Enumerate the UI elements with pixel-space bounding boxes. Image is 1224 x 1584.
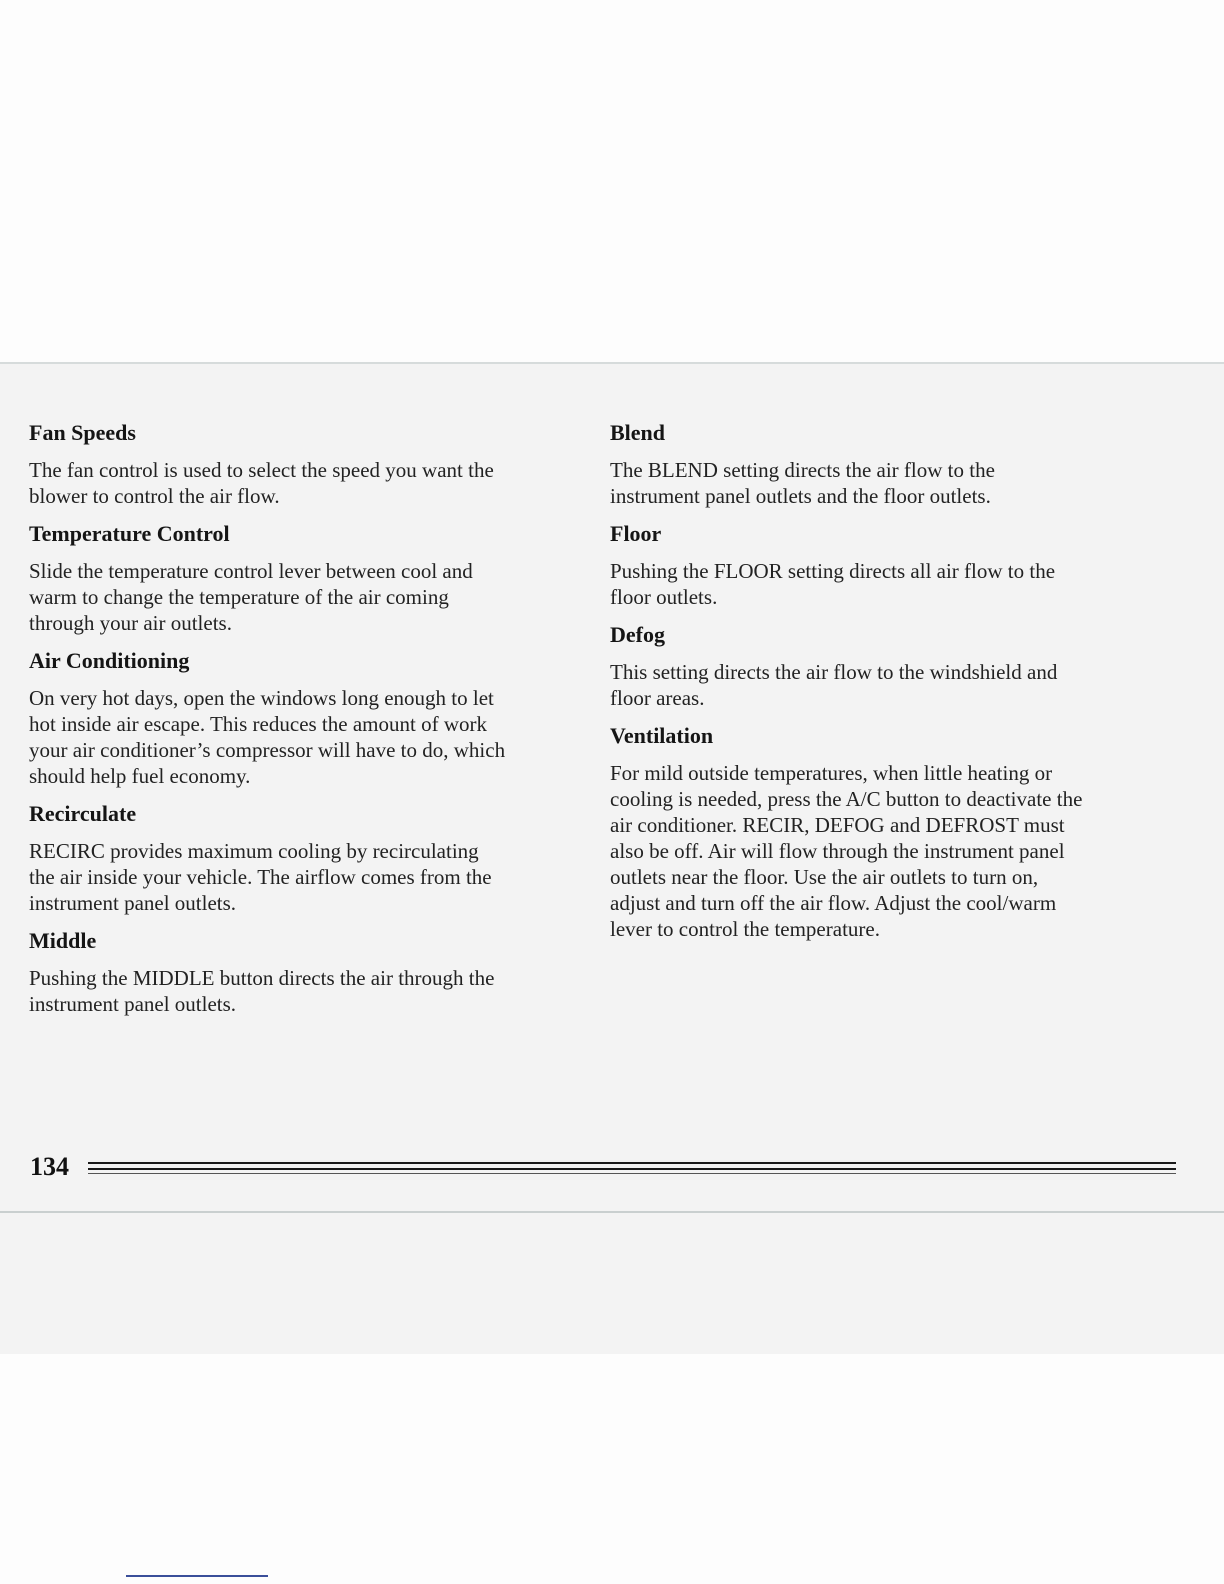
band-top-divider xyxy=(0,362,1224,364)
section-body xyxy=(610,760,1160,942)
section-body xyxy=(29,838,574,916)
section-ventilation xyxy=(610,723,1160,942)
text-line: Pushing the FLOOR setting directs all air flow to the xyxy=(610,559,1056,583)
text-line: floor outlets. xyxy=(610,585,718,609)
section-defog xyxy=(610,622,1160,711)
footer-rule xyxy=(88,1173,1176,1174)
text-line: should help fuel economy. xyxy=(29,764,251,788)
text-line: instrument panel outlets. xyxy=(29,992,237,1016)
section-blend xyxy=(610,420,1160,509)
section-temperature-control xyxy=(29,521,574,636)
page-number: 134 xyxy=(30,1152,69,1181)
footer-rule xyxy=(88,1168,1176,1170)
left-column xyxy=(29,420,574,1029)
section-heading: Defog xyxy=(610,622,665,647)
section-heading: Middle xyxy=(29,928,97,953)
section-body xyxy=(29,685,574,789)
section-air-conditioning xyxy=(29,648,574,789)
text-line: floor areas. xyxy=(610,686,705,710)
section-heading: Air Conditioning xyxy=(29,648,190,673)
text-line: also be off. Air will flow through the instrument panel xyxy=(610,839,1065,863)
text-line: This setting directs the air flow to the windshield and xyxy=(610,660,1058,684)
page-footer xyxy=(30,1152,1150,1182)
text-line: RECIRC provides maximum cooling by recirculating xyxy=(29,839,479,863)
text-line: warm to change the temperature of the air coming xyxy=(29,585,449,609)
section-heading: Fan Speeds xyxy=(29,420,136,445)
text-line: instrument panel outlets and the floor outlets. xyxy=(610,484,991,508)
right-column xyxy=(610,420,1160,954)
text-line: Slide the temperature control lever between cool and xyxy=(29,559,473,583)
section-fan-speeds xyxy=(29,420,574,509)
text-line: On very hot days, open the windows long enough to let xyxy=(29,686,494,710)
text-line: hot inside air escape. This reduces the amount of work xyxy=(29,712,487,736)
text-line: outlets near the floor. Use the air outlets to turn on, xyxy=(610,865,1039,889)
section-heading: Recirculate xyxy=(29,801,137,826)
section-heading: Floor xyxy=(610,521,662,546)
text-line: instrument panel outlets. xyxy=(29,891,237,915)
section-heading: Blend xyxy=(610,420,666,445)
section-middle xyxy=(29,928,574,1017)
text-line: cooling is needed, press the A/C button to deactivate the xyxy=(610,787,1083,811)
section-body xyxy=(610,457,1160,509)
text-line: Pushing the MIDDLE button directs the air through the xyxy=(29,966,495,990)
section-body xyxy=(610,558,1160,610)
text-line: The BLEND setting directs the air flow to the xyxy=(610,458,995,482)
section-body xyxy=(29,457,574,509)
text-line: through your air outlets. xyxy=(29,611,232,635)
text-line: the air inside your vehicle. The airflow comes from the xyxy=(29,865,492,889)
footer-rule xyxy=(88,1162,1176,1164)
text-line: lever to control the temperature. xyxy=(610,917,880,941)
text-line: The fan control is used to select the speed you want the xyxy=(29,458,494,482)
section-body xyxy=(610,659,1160,711)
section-body xyxy=(29,558,574,636)
section-floor xyxy=(610,521,1160,610)
section-body xyxy=(29,965,574,1017)
text-line: air conditioner. RECIR, DEFOG and DEFROST must xyxy=(610,813,1065,837)
section-heading: Temperature Control xyxy=(29,521,230,546)
section-heading: Ventilation xyxy=(610,723,714,748)
section-recirculate xyxy=(29,801,574,916)
text-line: blower to control the air flow. xyxy=(29,484,280,508)
text-line: For mild outside temperatures, when little heating or xyxy=(610,761,1053,785)
text-line: adjust and turn off the air flow. Adjust the cool/warm xyxy=(610,891,1057,915)
text-line: your air conditioner’s compressor will have to do, which xyxy=(29,738,506,762)
bottom-edge-mark xyxy=(126,1575,268,1577)
band-bottom-divider xyxy=(0,1211,1224,1213)
